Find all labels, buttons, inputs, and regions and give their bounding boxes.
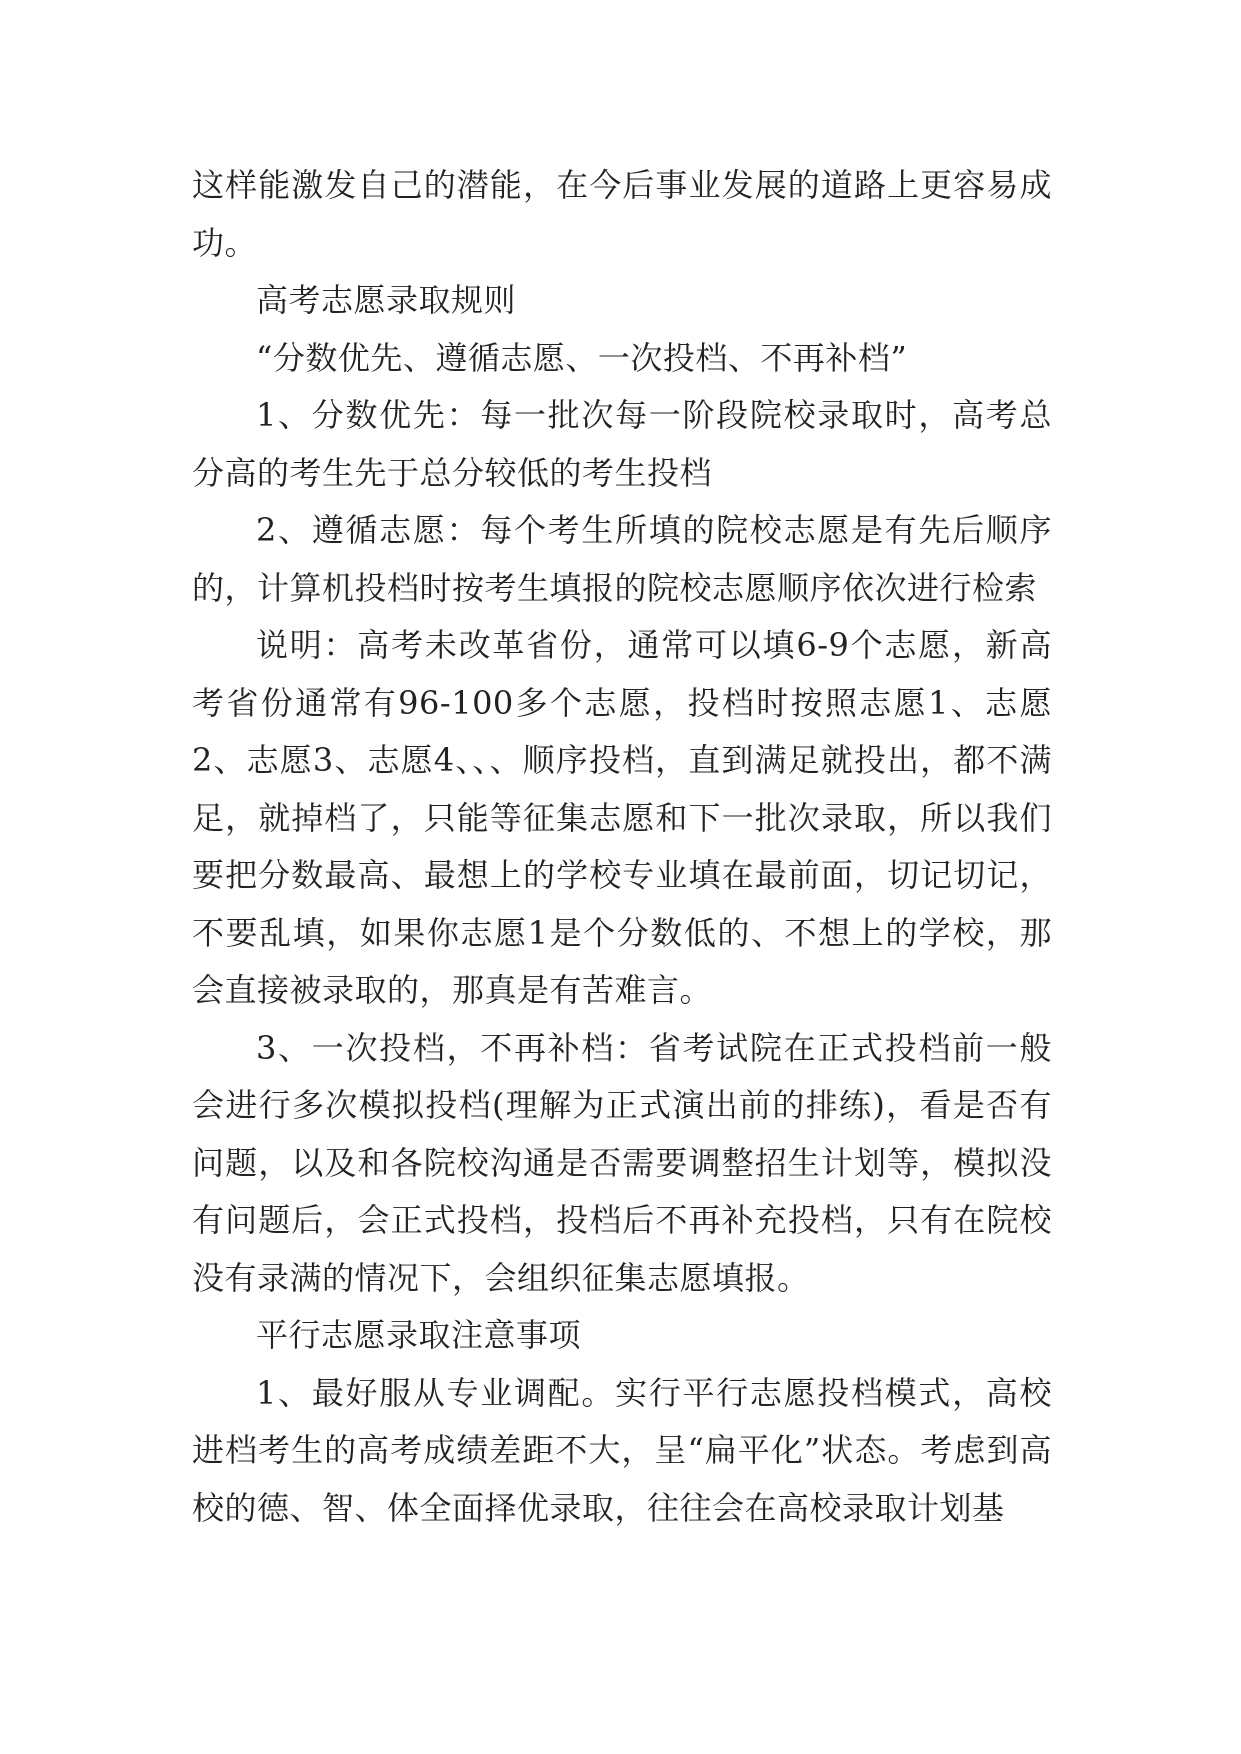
paragraph-continuation: 这样能激发自己的潜能，在今后事业发展的道路上更容易成功。 — [192, 166, 1052, 262]
section-heading-admission-rules: 高考志愿录取规则 — [256, 281, 517, 319]
rule-1-score-priority: 1、分数优先：每一批次每一阶段院校录取时，高考总分高的考生先于总分较低的考生投档 — [192, 396, 1052, 492]
rule-3-single-submission: 3、一次投档，不再补档：省考试院在正式投档前一般会进行多次模拟投档(理解为正式演出前的排练)，看是否有问题，以及和各院校沟通是否需要调整招生计划等，模拟没有问题后，会正式投档，投档后不再补充投档，只有在院校没有录满的情况下，会组织征集志愿填报。 — [192, 1028, 1052, 1297]
note-1-accept-major-adjustment: 1、最好服从专业调配。实行平行志愿投档模式，高校进档考生的高考成绩差距不大，呈“扁平化”状态。考虑到高校的德、智、体全面择优录取，往往会在高校录取计划基 — [192, 1373, 1052, 1527]
rule-2-follow-preferences: 2、遵循志愿：每个考生所填的院校志愿是有先后顺序的，计算机投档时按考生填报的院校志愿顺序依次进行检索 — [192, 511, 1052, 607]
rule-2-explanation: 说明：高考未改革省份，通常可以填6-9个志愿，新高考省份通常有96-100多个志愿，投档时按照志愿1、志愿2、志愿3、志愿4、、、顺序投档，直到满足就投出，都不满足，就掉档了，只能等征集志愿和下一批次录取，所以我们要把分数最高、最想上的学校专业填在最前面，切记切记，不要乱填，如果你志愿1是个分数低的、不想上的学校，那会直接被录取的，那真是有苦难言。 — [192, 626, 1052, 1009]
section-heading-parallel-notes: 平行志愿录取注意事项 — [256, 1316, 582, 1354]
rules-motto: “分数优先、遵循志愿、一次投档、不再补档” — [256, 338, 908, 377]
document-body — [192, 157, 1052, 1537]
